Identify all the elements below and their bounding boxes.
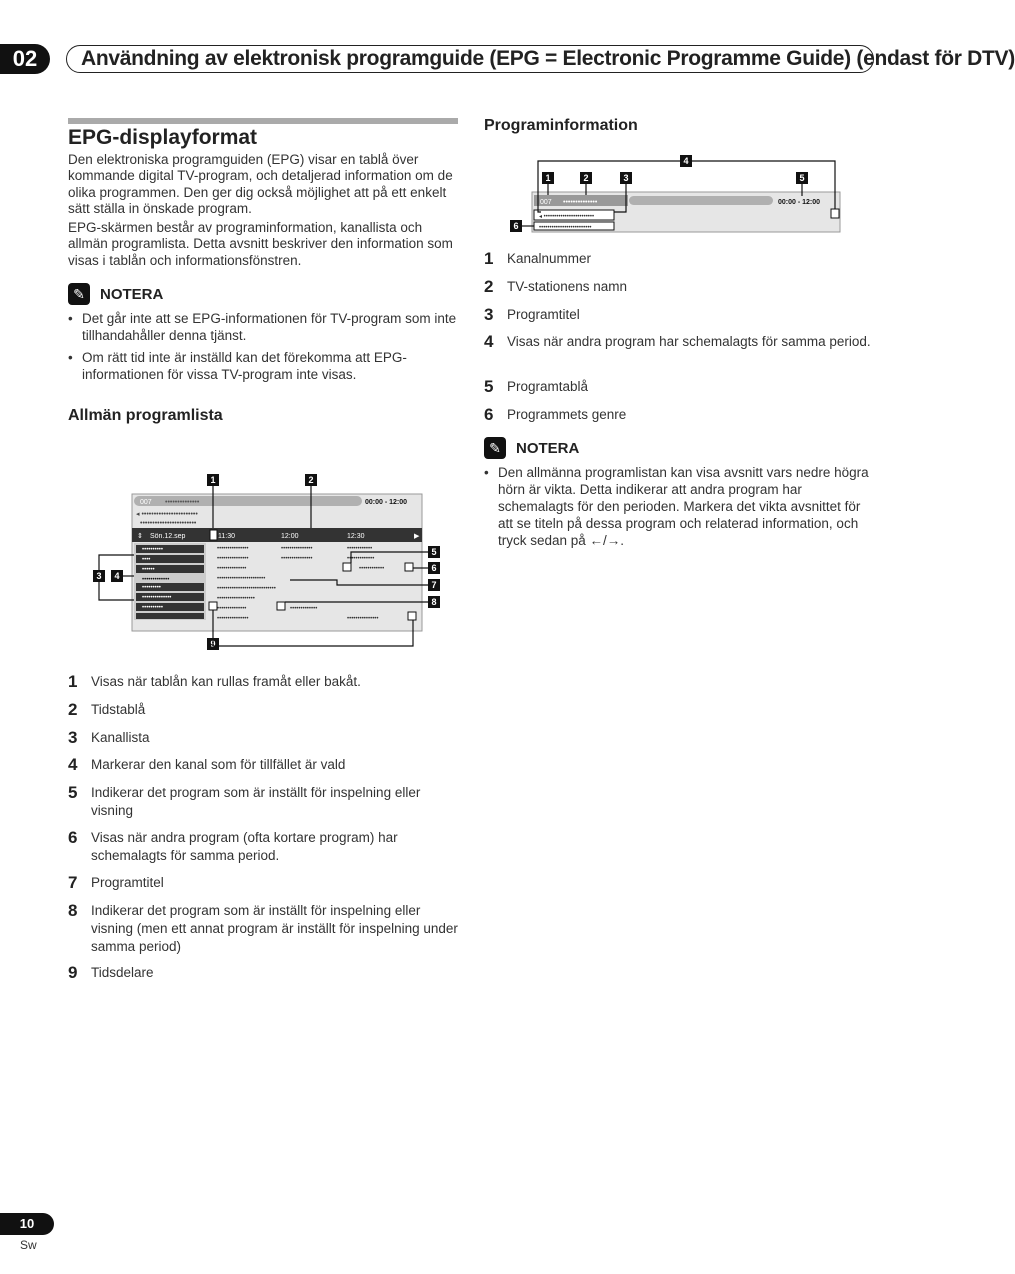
pencil-icon: ✎ [484,437,506,459]
epg-time-range: 00:00 - 12:00 [365,499,408,506]
svg-text:•••••••••: ••••••••• [142,585,161,591]
svg-text:2: 2 [308,475,314,485]
svg-text:••••••••••••••••••: •••••••••••••••••• [217,596,255,602]
legend-number: 3 [484,305,494,324]
svg-text:1: 1 [210,475,216,485]
legend-number: 8 [68,901,78,920]
legend-number: 6 [484,405,494,424]
svg-text:3: 3 [96,571,102,581]
epg-time-2: 12:00 [281,533,299,540]
page-number: 10 [0,1213,54,1235]
svg-text:6: 6 [513,221,519,231]
chapter-title: Användning av elektronisk programguide (EPG = Electronic Programme Guide) (endast för DTV) [66,45,874,73]
svg-text:2: 2 [583,173,589,183]
epg-channel-number: 007 [140,499,152,506]
svg-text:•••••••••••••: ••••••••••••• [142,577,170,583]
legend-number: 7 [68,873,78,892]
legend-number: 5 [484,377,494,396]
svg-text:••••••••••••••: •••••••••••••• [563,199,598,206]
svg-text:8: 8 [431,597,437,607]
legend-number: 1 [68,672,78,691]
legend-number: 2 [484,277,494,296]
svg-text:1: 1 [545,173,551,183]
svg-text:3: 3 [623,173,629,183]
svg-text:5: 5 [431,547,437,557]
legend-text: Programmets genre [507,407,627,422]
note-item: • Den allmänna programlistan kan visa avsnitt vars nedre högra hörn är vikta. Detta indikerar att andra program har schemalagts för den perioden. Markera det vikta avsnittet för att se titeln på dessa program och relaterad information, och tryck sedan på ←/→. [484,464,876,549]
legend-text: Kanallista [91,730,150,745]
note-label: NOTERA [100,285,164,303]
svg-text:7: 7 [431,580,437,590]
epg-program-info-figure [505,152,850,237]
legend-number: 2 [68,700,78,719]
svg-text:••••••••••: •••••••••• [142,605,164,611]
legend-text: Indikerar det program som är inställt för inspelning eller visning [90,785,421,818]
svg-text:••••••••••••••: •••••••••••••• [217,566,247,572]
svg-text:•••••••••••••••••••••••: ••••••••••••••••••••••• [140,520,197,527]
svg-text:9: 9 [210,639,216,649]
chapter-number: 02 [0,44,50,74]
language-code: Sw [20,1238,37,1252]
svg-text:••••••••••••: •••••••••••• [347,546,373,552]
svg-text:•••••••••••••: ••••••••••••• [347,556,375,562]
legend-number: 1 [484,249,494,268]
svg-text:•••••••••••••••: ••••••••••••••• [281,556,313,562]
svg-text:••••••••••••••: •••••••••••••• [165,499,200,506]
epg-time-1: 11:30 [218,533,235,540]
svg-text:5: 5 [799,173,805,183]
note-item: • Om rätt tid inte är inställd kan det förekomma att EPG-informationen för vissa TV-program inte visas. [68,349,458,383]
legend-text: Indikerar det program som är inställt för inspelning eller visning (men ett annat program är inställt för inspelning under samma period) [90,903,458,954]
info-time-range: 00:00 - 12:00 [778,199,821,206]
legend-text: Kanalnummer [507,251,592,266]
svg-text:•••••••••••••••: ••••••••••••••• [281,546,313,552]
subsection-title-general-list: Allmän programlista [68,407,223,424]
legend-text: Visas när andra program (ofta kortare program) har schemalagts för samma period. [90,830,398,863]
svg-text:•••••••••••••••••••••••: ••••••••••••••••••••••• [217,576,266,582]
svg-text:•••••••••••••••: ••••••••••••••• [217,546,249,552]
svg-text:▶: ▶ [414,533,420,540]
intro-paragraph-1: Den elektroniska programguiden (EPG) visar en tablå över kommande digital TV-program, och detaljerad information om de olika programmen. Den ger dig också möjlighet att på ett enkelt sätt ställa in önskade program. [68,152,453,217]
legend-text: Programtablå [507,379,589,394]
info-channel-number: 007 [540,199,552,206]
legend-number: 3 [68,728,78,747]
svg-text:••••••••••••••••••••••••••••: •••••••••••••••••••••••••••• [217,586,276,592]
svg-text:◂ ••••••••••••••••••••••••: ◂ •••••••••••••••••••••••• [539,214,595,220]
svg-text:•••••••••••••••••••••••••: ••••••••••••••••••••••••• [539,225,592,231]
svg-text:••••: •••• [142,557,151,563]
svg-text:••••••••••••••: •••••••••••••• [142,595,172,601]
svg-text:••••••••••: •••••••••• [142,547,164,553]
note-header-left [68,283,163,305]
note-label: NOTERA [516,439,580,457]
svg-text:••••••••••••: •••••••••••• [359,566,385,572]
legend-number: 4 [484,332,494,351]
legend-number: 6 [68,828,78,847]
svg-text:•••••••••••••••: ••••••••••••••• [217,556,249,562]
legend-text: Visas när tablån kan rullas framåt eller bakåt. [91,674,361,689]
section-title: EPG-displayformat [68,126,258,149]
svg-text:••••••••••••••: •••••••••••••• [217,606,247,612]
pencil-icon: ✎ [68,283,90,305]
legend-text: Programtitel [507,307,580,322]
svg-text:◂ •••••••••••••••••••••••: ◂ ••••••••••••••••••••••• [136,511,198,518]
legend-number: 9 [68,963,78,982]
legend-text: Markerar den kanal som för tillfället är vald [91,757,346,772]
epg-time-3: 12:30 [347,533,365,540]
svg-text:4: 4 [114,571,120,581]
subsection-title-program-info: Programinformation [484,117,638,134]
svg-text:••••••: •••••• [142,567,155,573]
legend-text: Tidstablå [91,702,146,717]
svg-text:•••••••••••••: ••••••••••••• [290,606,318,612]
svg-text:6: 6 [431,563,437,573]
svg-text:•••••••••••••••: ••••••••••••••• [347,616,379,622]
note-header-right [484,437,579,459]
epg-date: Sön.12.sep [150,533,186,540]
legend-number: 5 [68,783,78,802]
svg-text:•••••••••••••••: ••••••••••••••• [217,616,249,622]
svg-text:⇕: ⇕ [137,533,143,540]
legend-number: 4 [68,755,78,774]
legend-text: Tidsdelare [91,965,154,980]
legend-text: Visas när andra program har schemalagts för samma period. [507,334,871,349]
svg-text:4: 4 [683,156,689,166]
legend-text: Programtitel [91,875,164,890]
intro-paragraph-2: EPG-skärmen består av programinformation, kanallista och allmän programlista. Detta avsnitt beskriver den information som visas i tablån och informationsfönstren. [68,220,453,268]
section-divider [68,118,458,124]
epg-general-list-figure [85,470,445,655]
legend-text: TV-stationens namn [507,279,628,294]
note-item: • Det går inte att se EPG-informationen för TV-program som inte tillhandahåller denna tjänst. [68,310,458,344]
